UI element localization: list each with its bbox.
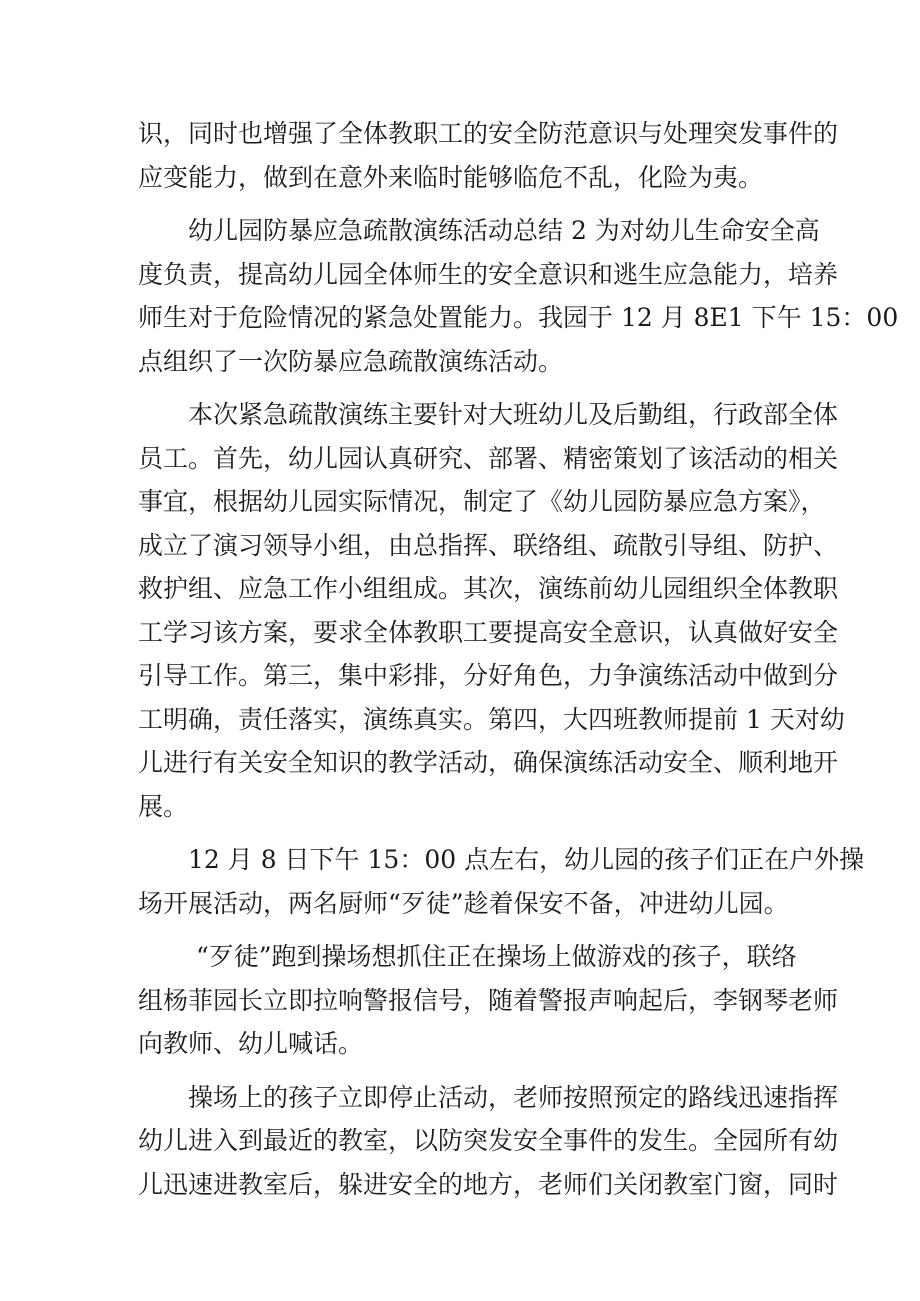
text-line: 儿迅速进教室后，躲进安全的地方，老师们关闭教室门窗，同时: [138, 1169, 839, 1199]
paragraph: [138, 393, 845, 828]
paragraph: [138, 209, 899, 383]
paragraph: [138, 935, 839, 1066]
text-line: 师生对于危险情况的紧急处置能力。我园于 12 月 8E1 下午 15：00: [138, 303, 899, 332]
text-line: 事宜，根据幼儿园实际情况，制定了《幼儿园防暴应急方案》，: [138, 487, 826, 516]
text-line: 应变能力，做到在意外来临时能够临危不乱，化险为夷。: [138, 162, 764, 192]
text-line: 组杨菲园长立即拉响警报信号，随着警报声响起后，李钢琴老师: [138, 985, 839, 1015]
text-line: 操场上的孩子立即停止活动，老师按照预定的路线迅速指挥: [188, 1082, 839, 1112]
text-line: 场开展活动，两名厨师“歹徒”趁着保安不备，冲进幼儿园。: [138, 888, 789, 918]
text-line: 本次紧急疏散演练主要针对大班幼儿及后勤组，行政部全体: [188, 400, 839, 429]
paragraph: [138, 838, 865, 925]
text-line: 幼儿进入到最近的教室，以防突发安全事件的发生。全园所有幼: [138, 1126, 839, 1155]
text-line: 救护组、应急工作小组组成。其次，演练前幼儿园组织全体教职: [138, 574, 839, 603]
document-body: [138, 112, 899, 1206]
text-line: 工学习该方案，要求全体教职工要提高安全意识，认真做好安全: [138, 617, 839, 647]
text-line: 识，同时也增强了全体教职工的安全防范意识与处理突发事件的: [138, 119, 839, 148]
text-line: 引导工作。第三，集中彩排，分好角色，力争演练活动中做到分: [138, 661, 839, 690]
text-line: 工明确，责任落实，演练真实。第四，大四班教师提前 1 天对幼: [138, 704, 845, 734]
paragraph: [138, 112, 839, 199]
text-line: 点组织了一次防暴应急疏散演练活动。: [138, 346, 564, 376]
paragraph: [138, 1076, 839, 1207]
text-line: 展。: [138, 791, 189, 821]
text-line: 员工。首先，幼儿园认真研究、部署、精密策划了该活动的相关: [138, 443, 839, 473]
text-line: “歹徒”跑到操场想抓住正在操场上做游戏的孩子，联络: [196, 942, 797, 971]
text-line: 成立了演习领导小组，由总指挥、联络组、疏散引导组、防护、: [138, 530, 839, 560]
text-line: 向教师、幼儿喊话。: [138, 1029, 364, 1058]
text-line: 儿进行有关安全知识的教学活动，确保演练活动安全、顺利地开: [138, 748, 839, 777]
text-line: 幼儿园防暴应急疏散演练活动总结 2 为对幼儿生命安全高: [188, 216, 820, 245]
text-line: 度负责，提高幼儿园全体师生的安全意识和逃生应急能力，培养: [138, 259, 839, 289]
text-line: 12 月 8 日下午 15：00 点左右，幼儿园的孩子们正在户外操: [188, 845, 865, 874]
